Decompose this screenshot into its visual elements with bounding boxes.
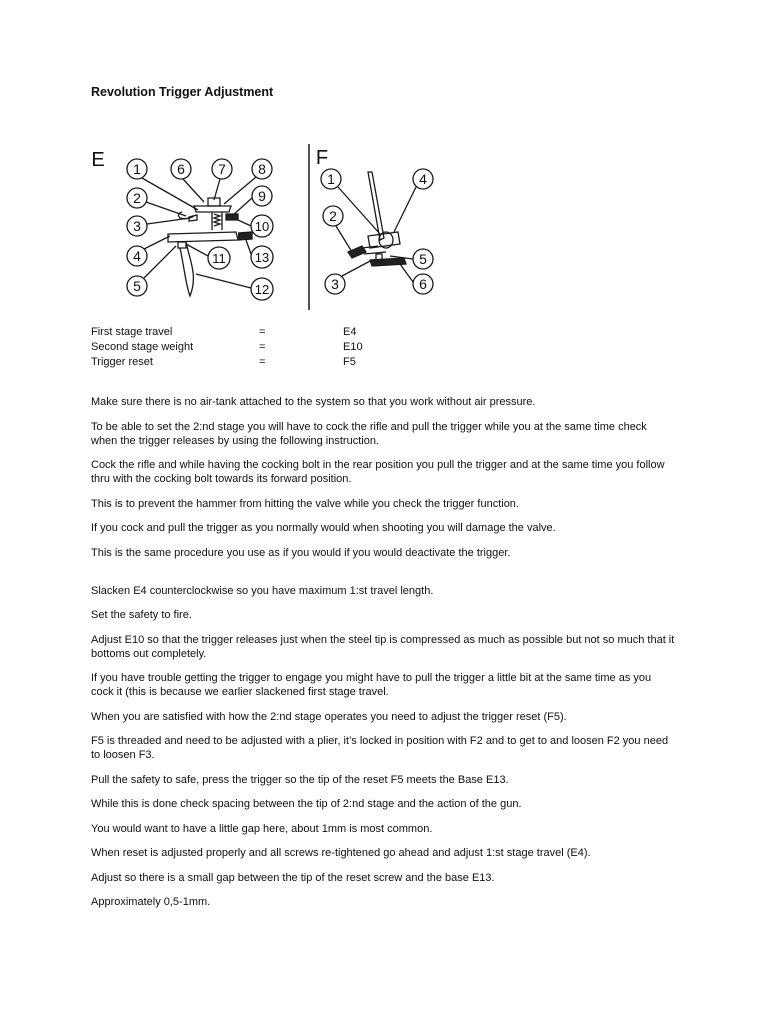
setting-label: First stage travel (91, 326, 173, 338)
paragraph: You would want to have a little gap here, about 1mm is most common. (91, 822, 433, 835)
paragraph: If you have trouble getting the trigger to engage you might have to pull the trigger a little bit at the same time as you cock it (this is because we earlier slackened first stage travel. (91, 672, 652, 698)
callout-e3-label: 3 (133, 218, 141, 234)
paragraph: Adjust so there is a small gap between the tip of the reset screw and the base E13. (91, 871, 495, 884)
setting-equals: = (259, 356, 266, 369)
callout-e9-label: 9 (258, 188, 266, 204)
callout-f2-label: 2 (329, 208, 337, 224)
paragraph: When you are satisfied with how the 2:nd stage operates you need to adjust the trigger reset (F5). (91, 710, 567, 723)
callout-e8-label: 8 (258, 161, 266, 177)
document-title: Revolution Trigger Adjustment (91, 85, 274, 99)
callout-e12-label: 12 (254, 282, 270, 297)
trigger-diagram (86, 136, 446, 316)
paragraph: This is the same procedure you use as if you would if you would deactivate the trigger. (91, 546, 511, 559)
setting-value: E10 (343, 341, 363, 354)
panel-f-letter: F (315, 147, 329, 169)
panel-e-letter: E (91, 149, 105, 171)
paragraph: When reset is adjusted properly and all screws re-tightened go ahead and adjust 1:st stage travel (E4). (91, 847, 591, 859)
paragraph: Approximately 0,5-1mm. (91, 896, 211, 908)
paragraph: To be able to set the 2:nd stage you will have to cock the rifle and pull the trigger while you at the same time check when the trigger releases by using the following instruction. (91, 420, 647, 447)
setting-label: Trigger reset (91, 356, 153, 369)
paragraph: While this is done check spacing between the tip of 2:nd stage and the action of the gun. (91, 798, 522, 810)
paragraph: This is to prevent the hammer from hitting the valve while you check the trigger function. (91, 497, 519, 510)
callout-f6-label: 6 (419, 276, 427, 292)
panel-e-mechanism (168, 198, 252, 296)
callout-e4-label: 4 (133, 248, 141, 264)
callout-e13-label: 13 (254, 250, 270, 265)
panel-f-mechanism (348, 172, 406, 266)
setting-value: E4 (343, 326, 357, 338)
callout-e11-label: 11 (212, 251, 226, 266)
callout-e2-label: 2 (133, 190, 141, 206)
callout-f3-label: 3 (331, 276, 339, 292)
paragraph: Pull the safety to safe, press the trigger so the tip of the reset F5 meets the Base E13. (91, 773, 509, 786)
setting-equals: = (259, 326, 266, 338)
callout-e1-label: 1 (133, 161, 141, 177)
setting-value: F5 (343, 356, 356, 369)
paragraph: Set the safety to fire. (91, 609, 192, 621)
callout-f5-label: 5 (419, 251, 427, 267)
callout-f4-label: 4 (419, 171, 427, 187)
panel-e-callouts (127, 159, 273, 300)
setting-equals: = (259, 341, 266, 354)
callout-e7-label: 7 (218, 161, 226, 177)
callout-e10-label: 10 (254, 219, 270, 234)
instructions (91, 395, 676, 920)
paragraph: Adjust E10 so that the trigger releases just when the steel tip is compressed as much as possible but not so much that it bottoms out completely. (91, 633, 675, 660)
paragraph: F5 is threaded and need to be adjusted with a plier, it’s locked in position with F2 and to get to and loosen F2 you need to loosen F3. (91, 735, 669, 761)
paragraph: Slacken E4 counterclockwise so you have maximum 1:st travel length. (91, 584, 434, 597)
callout-e6-label: 6 (177, 161, 185, 177)
paragraph: Make sure there is no air-tank attached to the system so that you work without air pressure. (91, 396, 536, 408)
paragraph: Cock the rifle and while having the cocking bolt in the rear position you pull the trigger and at the same time you follow thru with the cocking bolt towards its forward position. (91, 459, 665, 485)
setting-label: Second stage weight (91, 341, 194, 354)
paragraph: If you cock and pull the trigger as you normally would when shooting you will damage the valve. (91, 522, 556, 534)
callout-f1-label: 1 (327, 171, 335, 187)
callout-e5-label: 5 (133, 278, 141, 294)
